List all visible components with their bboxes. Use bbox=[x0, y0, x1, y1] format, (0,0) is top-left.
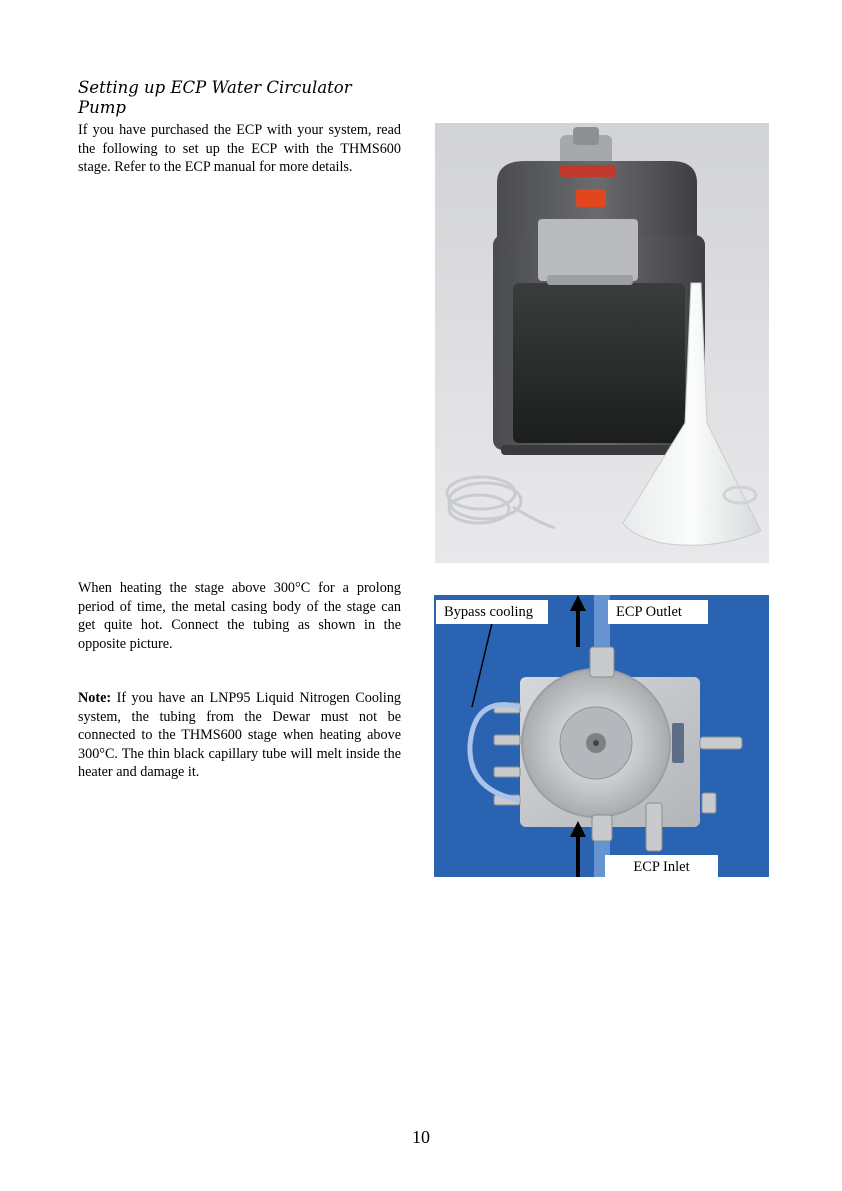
ecp-pump-photo bbox=[435, 123, 769, 563]
intro-paragraph: If you have purchased the ECP with your system, read the following to set up the ECP with the THMS600 stage. Refer to the ECP manual for more details. bbox=[78, 122, 401, 176]
bypass-cooling-label: Bypass cooling bbox=[436, 600, 548, 624]
section-heading: Setting up ECP Water Circulator Pump bbox=[78, 78, 352, 117]
heating-paragraph: When heating the stage above 300°C for a prolong period of time, the metal casing body of the stage can get quite hot. Connect the tubing as shown in the opposite picture. bbox=[78, 580, 401, 652]
note-text: If you have an LNP95 Liquid Nitrogen Cooling system, the tubing from the Dewar must not be connected to the THMS600 stage when heating above 300°C. The thin black capillary tube will melt inside the heater and damage it. bbox=[78, 690, 402, 781]
page-number: 10 bbox=[412, 1127, 430, 1147]
note-paragraph bbox=[78, 689, 401, 782]
ecp-outlet-label: ECP Outlet bbox=[608, 600, 708, 624]
stage-tubing-photo bbox=[434, 595, 769, 877]
note-label: Note: bbox=[78, 690, 112, 706]
ecp-inlet-label: ECP Inlet bbox=[605, 855, 718, 879]
